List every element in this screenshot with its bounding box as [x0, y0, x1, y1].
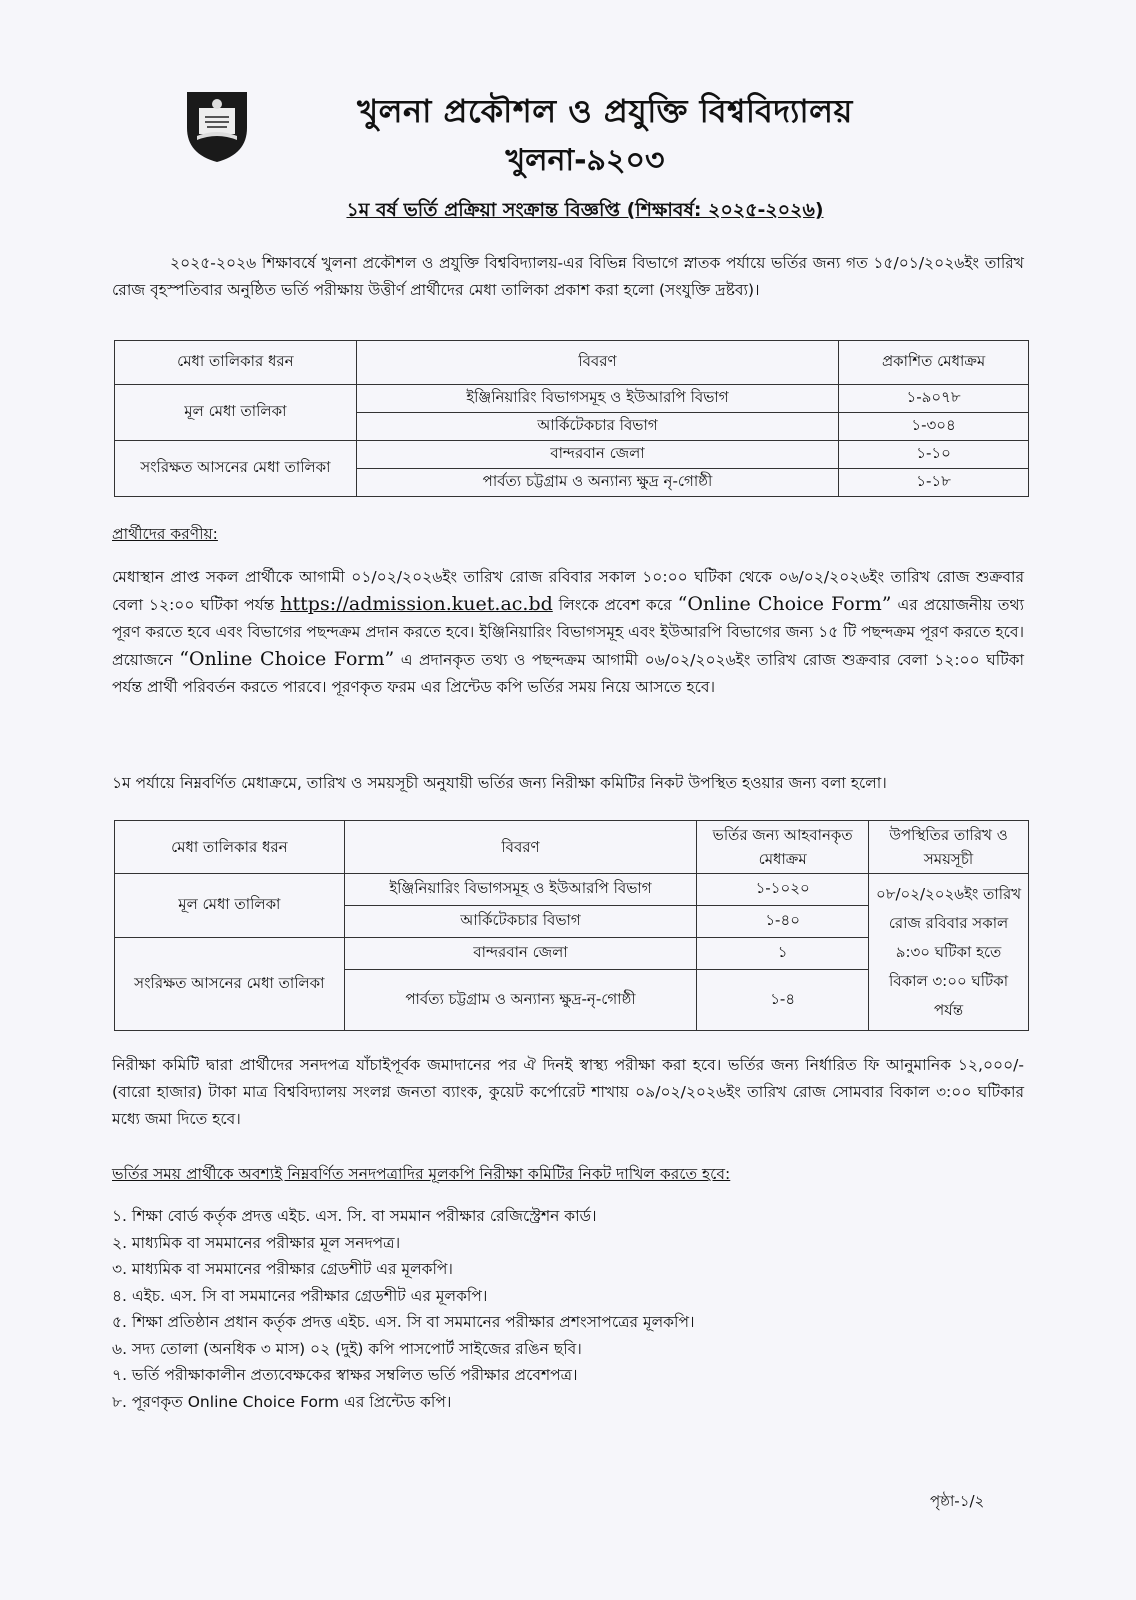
description-cell: বান্দরবান জেলা: [344, 938, 697, 970]
table-header-row: [115, 821, 1029, 874]
admission-call-table: [114, 820, 1029, 1031]
list-item: ৮. পূরণকৃত Online Choice Form এর প্রিন্টেড কপি।: [112, 1392, 452, 1411]
list-item: ৪. এইচ. এস. সি বা সমমানের পরীক্ষার গ্রেডশীট এর মূলকপি।: [112, 1286, 488, 1305]
fee-paragraph: নিরীক্ষা কমিটি দ্বারা প্রার্থীদের সনদপত্র যাঁচাইপূর্বক জমাদানের পর ঐ দিনই স্বাস্থ্য পরীক্ষা করা হবে। ভর্তির জন্য নির্ধারিত ফি আনুমানিক ১২,০০০/- (বারো হাজার) টাকা মাত্র বিশ্ববিদ্যালয় সংলগ্ন জনতা ব্যাংক, কুয়েট কর্পোরেট শাখায় ০৯/০২/২০২৬ইং তারিখ রোজ সোমবার বিকাল ৩:০০ ঘটিকার মধ্যে জমা দিতে হবে।: [112, 1056, 1024, 1128]
table-header-row: [115, 341, 1029, 385]
description-cell: বান্দরবান জেলা: [356, 441, 838, 469]
list-item: ২. মাধ্যমিক বা সমমানের পরীক্ষার মূল সনদপত্র।: [112, 1233, 401, 1252]
description-cell: ইঞ্জিনিয়ারিং বিভাগসমূহ ও ইউআরপি বিভাগ: [344, 874, 697, 906]
list-item: ৩. মাধ্যমিক বা সমমানের পরীক্ষার গ্রেডশীট এর মূলকপি।: [112, 1260, 453, 1278]
range-cell: ১-৪০: [697, 906, 869, 938]
list-type-cell: সংরিক্ষত আসনের মেধা তালিকা: [115, 441, 357, 497]
description-cell: আর্কিটেকচার বিভাগ: [356, 413, 838, 441]
range-cell: ১-৪: [697, 970, 869, 1031]
range-cell: ১-১০: [839, 441, 1029, 469]
documents-list: [112, 1203, 695, 1415]
column-header: ভর্তির জন্য আহবানকৃত মেধাক্রম: [697, 821, 869, 874]
column-header: উপস্থিতির তারিখ ও সময়সূচী: [869, 821, 1029, 874]
range-cell: ১-৯০৭৮: [839, 385, 1029, 413]
table-row: [115, 441, 1029, 469]
intro-paragraph: ২০২৫-২০২৬ শিক্ষাবর্ষে খুলনা প্রকৌশল ও প্রযুক্তি বিশ্ববিদ্যালয়-এর বিভিন্ন বিভাগে স্নাতক পর্যায়ে ভর্তির জন্য গত ১৫/০১/২০২৬ইং তারিখ রোজ বৃহস্পতিবার অনুষ্ঠিত ভর্তি পরীক্ষায় উত্তীর্ণ প্রার্থীদের মেধা তালিকা প্রকাশ করা হলো (সংযুক্তি দ্রষ্টব্য)।: [112, 254, 1024, 299]
form-name: “Online Choice Form”: [179, 648, 395, 670]
list-item: ১. শিক্ষা বোর্ড কর্তৃক প্রদত্ত এইচ. এস. সি. বা সমমান পরীক্ষার রেজিস্ট্রেশন কার্ড।: [112, 1207, 597, 1225]
column-header: বিবরণ: [356, 341, 838, 385]
description-cell: আর্কিটেকচার বিভাগ: [344, 906, 697, 938]
schedule-cell: ০৮/০২/২০২৬ইং তারিখ রোজ রবিবার সকাল ৯:৩০ ঘটিকা হতে বিকাল ৩:০০ ঘটিকা পর্যন্ত: [869, 874, 1029, 1031]
column-header: মেধা তালিকার ধরন: [115, 821, 345, 874]
page-number: পৃষ্ঠা-১/২: [930, 1492, 985, 1510]
list-item: ৬. সদ্য তোলা (অনধিক ৩ মাস) ০২ (দুই) কপি পাসপোর্ট সাইজের রঙিন ছবি।: [112, 1339, 582, 1358]
description-cell: ইঞ্জিনিয়ারিং বিভাগসমূহ ও ইউআরপি বিভাগ: [356, 385, 838, 413]
list-item: ৫. শিক্ষা প্রতিষ্ঠান প্রধান কর্তৃক প্রদত্ত এইচ. এস. সি বা সমমানের পরীক্ষার প্রশংসাপত্রের মূলকপি।: [112, 1313, 695, 1331]
range-cell: ১-৩০৪: [839, 413, 1029, 441]
list-type-cell: মূল মেধা তালিকা: [115, 385, 357, 441]
list-type-cell: মূল মেধা তালিকা: [115, 874, 345, 938]
column-header: বিবরণ: [344, 821, 697, 874]
admission-link[interactable]: https://admission.kuet.ac.bd: [280, 593, 553, 615]
table-row: [115, 385, 1029, 413]
university-name: খুলনা প্রকৌশল ও প্রযুক্তি বিশ্ববিদ্যালয়: [357, 92, 853, 130]
documents-heading: ভর্তির সময় প্রার্থীকে অবশ্যই নিম্নবর্ণিত সনদপত্রাদির মূলকপি নিরীক্ষা কমিটির নিকট দাখিল করতে হবে:: [112, 1165, 731, 1183]
phase-intro: ১ম পর্যায়ে নিম্নবর্ণিত মেধাক্রমে, তারিখ ও সময়সূচী অনুযায়ী ভর্তির জন্য নিরীক্ষা কমিটির নিকট উপস্থিত হওয়ার জন্য বলা হলো।: [112, 774, 887, 792]
column-header: প্রকাশিত মেধাক্রম: [839, 341, 1029, 385]
form-name: “Online Choice Form”: [677, 593, 892, 615]
merit-list-table: [114, 340, 1029, 497]
notice-title: ১ম বর্ষ ভর্তি প্রক্রিয়া সংক্রান্ত বিজ্ঞপ্তি (শিক্ষাবর্ষ: ২০২৫-২০২৬): [346, 199, 824, 221]
range-cell: ১: [697, 938, 869, 970]
range-cell: ১-১৮: [839, 469, 1029, 497]
duties-paragraph: মেধাস্থান প্রাপ্ত সকল প্রার্থীকে আগামী ০১/০২/২০২৬ইং তারিখ রোজ রবিবার সকাল ১০:০০ ঘটিকা থেকে ০৬/০২/২০২৬ইং তারিখ রোজ শুক্রবার বেলা ১২:০০ ঘটিকা পর্যন্ত https://admission.kuet.ac.bd লিংকে প্রবেশ করে “Online Choice Form” এর প্রয়োজনীয় তথ্য পূরণ করতে হবে এবং বিভাগের পছন্দক্রম প্রদান করতে হবে। ইঞ্জিনিয়ারিং বিভাগসমূহ এবং ইউআরপি বিভাগের জন্য ১৫ টি পছন্দক্রম পূরণ করতে হবে। প্রয়োজনে “Online Choice Form” এ প্রদানকৃত তথ্য ও পছন্দক্রম আগামী ০৬/০২/২০২৬ইং তারিখ রোজ শুক্রবার বেলা ১২:০০ ঘটিকা পর্যন্ত প্রার্থী পরিবর্তন করতে পারবে। পূরণকৃত ফরম এর প্রিন্টেড কপি ভর্তির সময় নিয়ে আসতে হবে।: [112, 568, 1025, 696]
university-address: খুলনা-৯২০৩: [505, 143, 665, 178]
list-item: ৭. ভর্তি পরীক্ষাকালীন প্রত্যবেক্ষকের স্বাক্ষর সম্বলিত ভর্তি পরীক্ষার প্রবেশপত্র।: [112, 1366, 578, 1384]
table-row: [115, 874, 1029, 906]
list-type-cell: সংরিক্ষত আসনের মেধা তালিকা: [115, 938, 345, 1031]
letterhead: [175, 78, 975, 228]
column-header: মেধা তালিকার ধরন: [115, 341, 357, 385]
duties-heading: প্রার্থীদের করণীয়:: [112, 525, 218, 543]
range-cell: ১-১০২০: [697, 874, 869, 906]
description-cell: পার্বত্য চট্টগ্রাম ও অন্যান্য ক্ষুদ্র-নৃ-গোষ্ঠী: [344, 970, 697, 1031]
description-cell: পার্বত্য চট্টগ্রাম ও অন্যান্য ক্ষুদ্র নৃ-গোষ্ঠী: [356, 469, 838, 497]
